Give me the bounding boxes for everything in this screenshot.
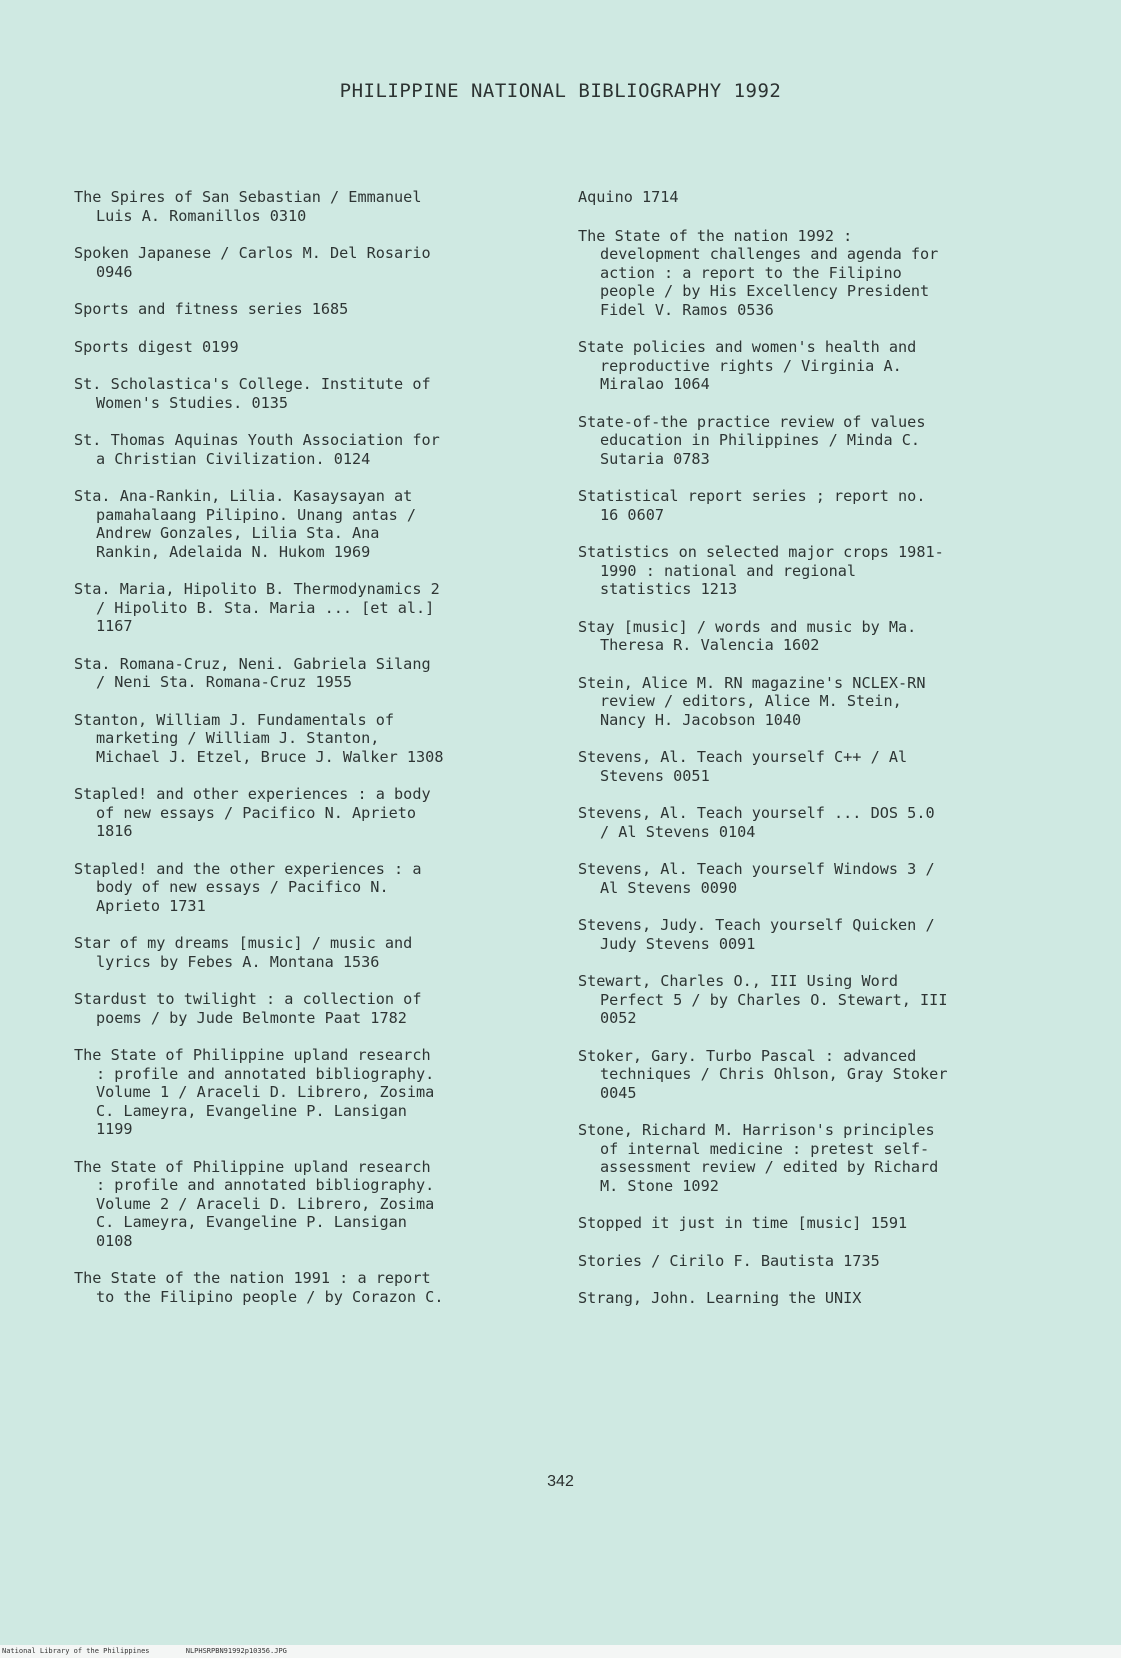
bibliography-entry: Statistics on selected major crops 1981- 1990 : national and regional statistics 1213 (578, 543, 944, 598)
bibliography-entry: Stay [music] / words and music by Ma. Theresa R. Valencia 1602 (578, 617, 917, 654)
bibliography-entry: Stopped it just in time [music] 1591 (578, 1214, 908, 1232)
bibliography-entry: Strang, John. Learning the UNIX (578, 1289, 862, 1307)
scan-footer (0, 1645, 1121, 1658)
bibliography-entry: State policies and women's health and reproductive rights / Virginia A. Miralao 1064 (578, 338, 917, 393)
bibliography-entry: The State of Philippine upland research : profile and annotated bibliography. Volume 1 / Araceli D. Librero, Zosima C. Lameyra, Evangeline P. Lansigan 1199 (74, 1046, 435, 1138)
scan-filename: NLPHSRPBN91992p10356.JPG (185, 1647, 287, 1655)
bibliography-entry: Star of my dreams [music] / music and lyrics by Febes A. Montana 1536 (74, 934, 413, 971)
page-title: PHILIPPINE NATIONAL BIBLIOGRAPHY 1992 (339, 80, 782, 102)
left-column (74, 188, 544, 1325)
bibliography-entry: Sta. Ana-Rankin, Lilia. Kasaysayan at pamahalaang Pilipino. Unang antas / Andrew Gonzales, Lilia Sta. Ana Rankin, Adelaida N. Hukom 1969 (74, 487, 417, 561)
bibliography-entry: The State of Philippine upland research : profile and annotated bibliography. Volume 2 / Araceli D. Librero, Zosima C. Lameyra, Evangeline P. Lansigan 0108 (74, 1157, 435, 1250)
bibliography-entry: Stoker, Gary. Turbo Pascal : advanced techniques / Chris Ohlson, Gray Stoker 0045 (578, 1046, 948, 1102)
bibliography-entry: Stapled! and the other experiences : a body of new essays / Pacifico N. Aprieto 1731 (74, 859, 422, 915)
bibliography-entry: Spoken Japanese / Carlos M. Del Rosario 0946 (74, 244, 431, 281)
bibliography-entry: Stein, Alice M. RN magazine's NCLEX-RN review / editors, Alice M. Stein, Nancy H. Jacobson 1040 (578, 673, 926, 729)
bibliography-entry: Stanton, William J. Fundamentals of marketing / William J. Stanton, Michael J. Etzel, Bruce J. Walker 1308 (74, 710, 444, 766)
bibliography-entry: Sta. Romana-Cruz, Neni. Gabriela Silang / Neni Sta. Romana-Cruz 1955 (74, 654, 431, 691)
bibliography-entry: The State of the nation 1991 : a report to the Filipino people / by Corazon C. (74, 1269, 444, 1306)
bibliography-entry: Stone, Richard M. Harrison's principles of internal medicine : pretest self- assessment review / edited by Richard M. Stone 1092 (578, 1121, 939, 1195)
bibliography-entry: Stewart, Charles O., III Using Word Perfect 5 / by Charles O. Stewart, III 0052 (578, 972, 948, 1027)
bibliography-entry: St. Scholastica's College. Institute of Women's Studies. 0135 (74, 375, 431, 412)
bibliography-entry: The Spires of San Sebastian / Emmanuel Luis A. Romanillos 0310 (74, 188, 422, 225)
bibliography-entry: Stardust to twilight : a collection of poems / by Jude Belmonte Paat 1782 (74, 990, 422, 1027)
bibliography-entry: Sports and fitness series 1685 (74, 300, 349, 318)
bibliography-entry: Statistical report series ; report no. 16 0607 (578, 487, 926, 524)
bibliography-entry: Stapled! and other experiences : a body of new essays / Pacifico N. Aprieto 1816 (74, 785, 431, 840)
bibliography-entry: Stevens, Al. Teach yourself C++ / Al Stevens 0051 (578, 748, 908, 785)
bibliography-entry: Stevens, Al. Teach yourself ... DOS 5.0 / Al Stevens 0104 (578, 804, 935, 841)
bibliography-entry: State-of-the practice review of values education in Philippines / Minda C. Sutaria 0783 (578, 412, 926, 468)
bibliography-entry: Sta. Maria, Hipolito B. Thermodynamics 2 / Hipolito B. Sta. Maria ... [et al.] 1167 (74, 580, 440, 635)
bibliography-entry-continuation: Aquino 1714 (578, 188, 679, 206)
library-credit: National Library of the Philippines (2, 1647, 150, 1655)
bibliography-entry: Sports digest 0199 (74, 337, 239, 356)
bibliography-entry: Stevens, Al. Teach yourself Windows 3 / Al Stevens 0090 (578, 860, 935, 897)
bibliography-entry: Stories / Cirilo F. Bautista 1735 (578, 1251, 880, 1270)
bibliography-entry: St. Thomas Aquinas Youth Association for a Christian Civilization. 0124 (74, 431, 440, 468)
page-number: 342 (547, 1473, 574, 1490)
bibliography-entry: The State of the nation 1992 : development challenges and agenda for action : a report to the Filipino people / by His Excellency President Fidel V. Ramos 0536 (578, 226, 939, 319)
right-column (578, 188, 1048, 1327)
bibliography-entry: Stevens, Judy. Teach yourself Quicken / Judy Stevens 0091 (578, 916, 935, 953)
